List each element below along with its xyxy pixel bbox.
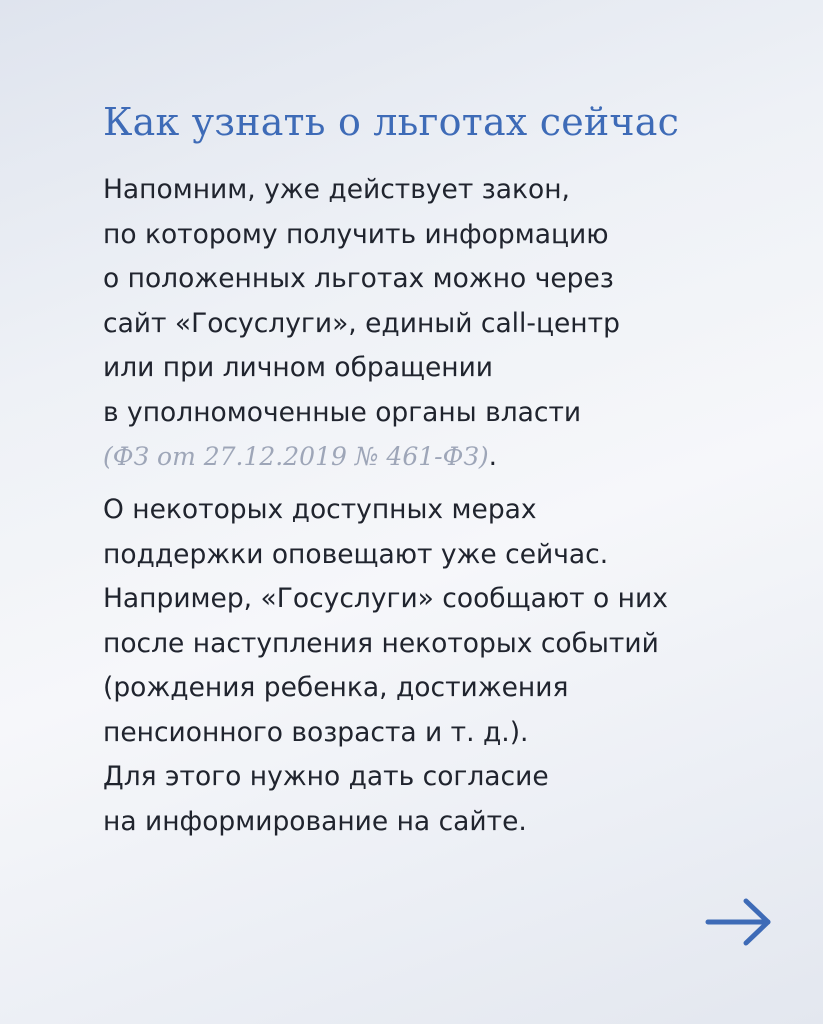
page-title: Как узнать о льготах сейчас <box>103 100 680 144</box>
text-line: О некоторых доступных мерах <box>103 494 537 525</box>
paragraph-notifications <box>103 488 668 844</box>
text-line: на информирование на сайте. <box>103 805 527 837</box>
reference-line <box>103 435 620 480</box>
reference-period: . <box>488 441 498 472</box>
text-line: Для этого нужно дать согласие <box>103 761 549 792</box>
text-line: пенсионного возраста и т. д.). <box>103 716 529 748</box>
arrow-right-icon[interactable] <box>704 894 774 950</box>
text-line: после наступления некоторых событий <box>103 627 659 659</box>
text-line: о положенных льготах можно через <box>103 263 614 294</box>
text-line: Например, «Госуслуги» сообщают о них <box>103 583 668 614</box>
text-line: по которому получить информацию <box>103 218 609 250</box>
text-line: сайт «Госуслуги», единый call-центр <box>103 307 620 339</box>
law-reference: (ФЗ от 27.12.2019 № 461-ФЗ) <box>103 442 489 471</box>
text-line: (рождения ребенка, достижения <box>103 672 569 703</box>
text-line: Напомним, уже действует закон, <box>103 174 570 205</box>
text-line: или при личном обращении <box>103 352 494 383</box>
text-line: поддержки оповещают уже сейчас. <box>103 538 609 570</box>
text-line: в уполномоченные органы власти <box>103 396 582 428</box>
paragraph-law-info <box>103 168 620 480</box>
